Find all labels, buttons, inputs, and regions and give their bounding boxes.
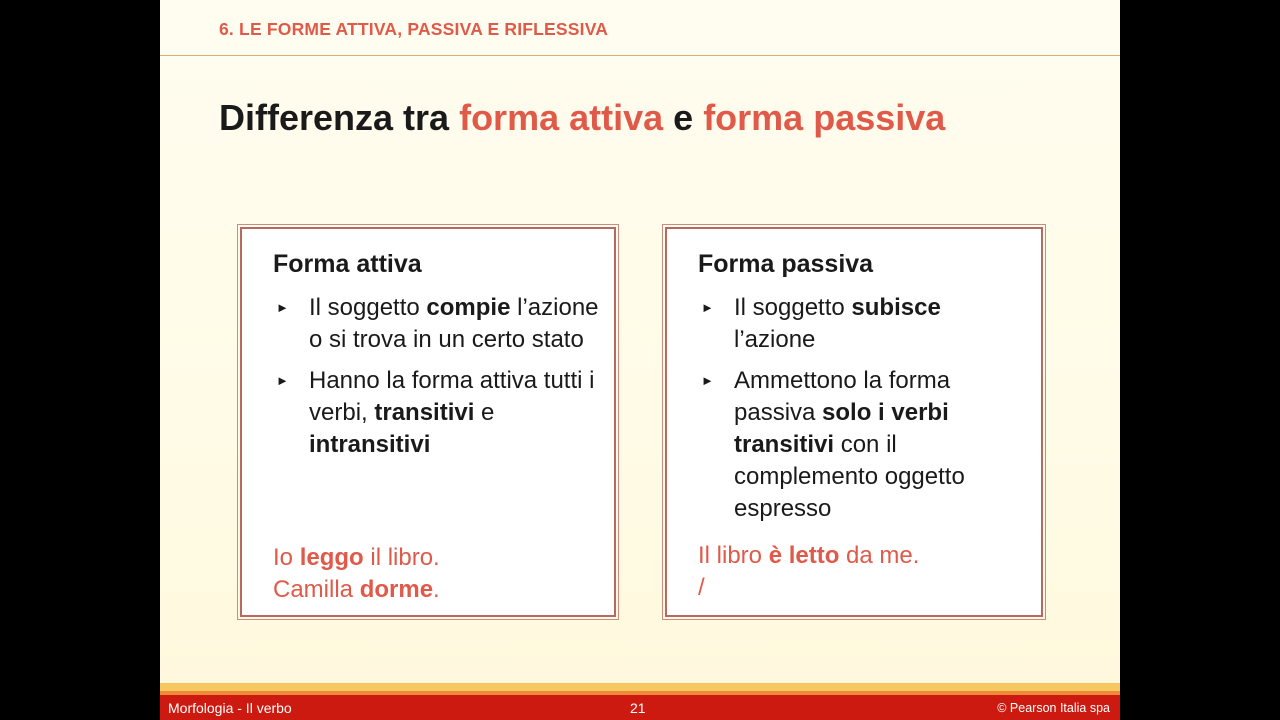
bullet-arrow-icon: ►	[276, 373, 289, 388]
active-example-1-text1: Io	[273, 544, 300, 571]
title-part1: Differenza tra	[219, 97, 460, 138]
passive-examples	[698, 540, 919, 604]
active-example-1	[273, 542, 440, 574]
title-accent-passive: forma passiva	[703, 97, 946, 138]
slide	[160, 0, 1120, 720]
active-example-2	[273, 574, 440, 606]
active-bullet-2-bold2: intransitivi	[309, 431, 431, 458]
active-example-1-verb: leggo	[299, 544, 364, 571]
passive-bullet-1-text2: l’azione	[734, 326, 816, 353]
active-example-2-text2: .	[433, 576, 440, 603]
footer-copyright: © Pearson Italia spa	[997, 701, 1110, 715]
active-bullet-2-bold1: transitivi	[374, 399, 475, 426]
passive-example-1-text2: da me.	[839, 542, 920, 569]
passive-example-1-text1: Il libro	[698, 542, 769, 569]
active-example-2-text1: Camilla	[273, 576, 360, 603]
footer-page-number: 21	[630, 700, 646, 716]
active-bullet-1-text2: l’azione o si trova in un certo stato	[309, 294, 599, 353]
active-form-heading: Forma attiva	[273, 250, 422, 278]
active-bullet-1-text1: Il soggetto	[309, 294, 427, 321]
section-title: 6. LE FORME ATTIVA, PASSIVA E RIFLESSIVA	[219, 19, 609, 39]
bullet-arrow-icon: ►	[701, 300, 714, 315]
active-example-1-text2: il libro.	[363, 544, 440, 571]
active-form-box	[240, 227, 616, 617]
title-part2: e	[663, 97, 704, 138]
passive-bullet-1-bold: subisce	[851, 294, 941, 321]
title-accent-active: forma attiva	[459, 97, 664, 138]
passive-bullet-1	[698, 292, 1028, 356]
footer-bar	[160, 695, 1120, 720]
passive-bullet-2-bold: solo i verbi transitivi	[734, 399, 949, 458]
passive-form-bullets	[698, 292, 1028, 534]
footer-course-title: Morfologia - Il verbo	[168, 700, 292, 716]
bullet-arrow-icon: ►	[276, 300, 289, 315]
footer-stripe	[160, 683, 1120, 691]
active-examples	[273, 542, 440, 606]
passive-example-1-verb: è letto	[768, 542, 840, 569]
active-bullet-2-text1: Hanno la forma attiva tutti i verbi,	[309, 367, 595, 426]
active-example-2-verb: dorme	[359, 576, 434, 603]
active-bullet-2-text2: e	[474, 399, 495, 426]
passive-example-2: /	[698, 574, 705, 601]
section-header	[160, 0, 1120, 56]
active-bullet-1	[273, 292, 603, 356]
passive-bullet-2-text1: Ammettono la forma passiva	[734, 367, 951, 426]
passive-form-box	[665, 227, 1043, 617]
active-form-bullets	[273, 292, 603, 470]
active-bullet-1-bold: compie	[426, 294, 511, 321]
passive-bullet-1-text1: Il soggetto	[734, 294, 852, 321]
passive-form-heading: Forma passiva	[698, 250, 874, 278]
slide-title	[219, 97, 945, 139]
bullet-arrow-icon: ►	[701, 373, 714, 388]
passive-bullet-2-text2: con il complemento oggetto espresso	[734, 431, 965, 522]
passive-example-1	[698, 540, 919, 572]
active-bullet-2	[273, 365, 603, 461]
passive-bullet-2	[698, 365, 1028, 525]
